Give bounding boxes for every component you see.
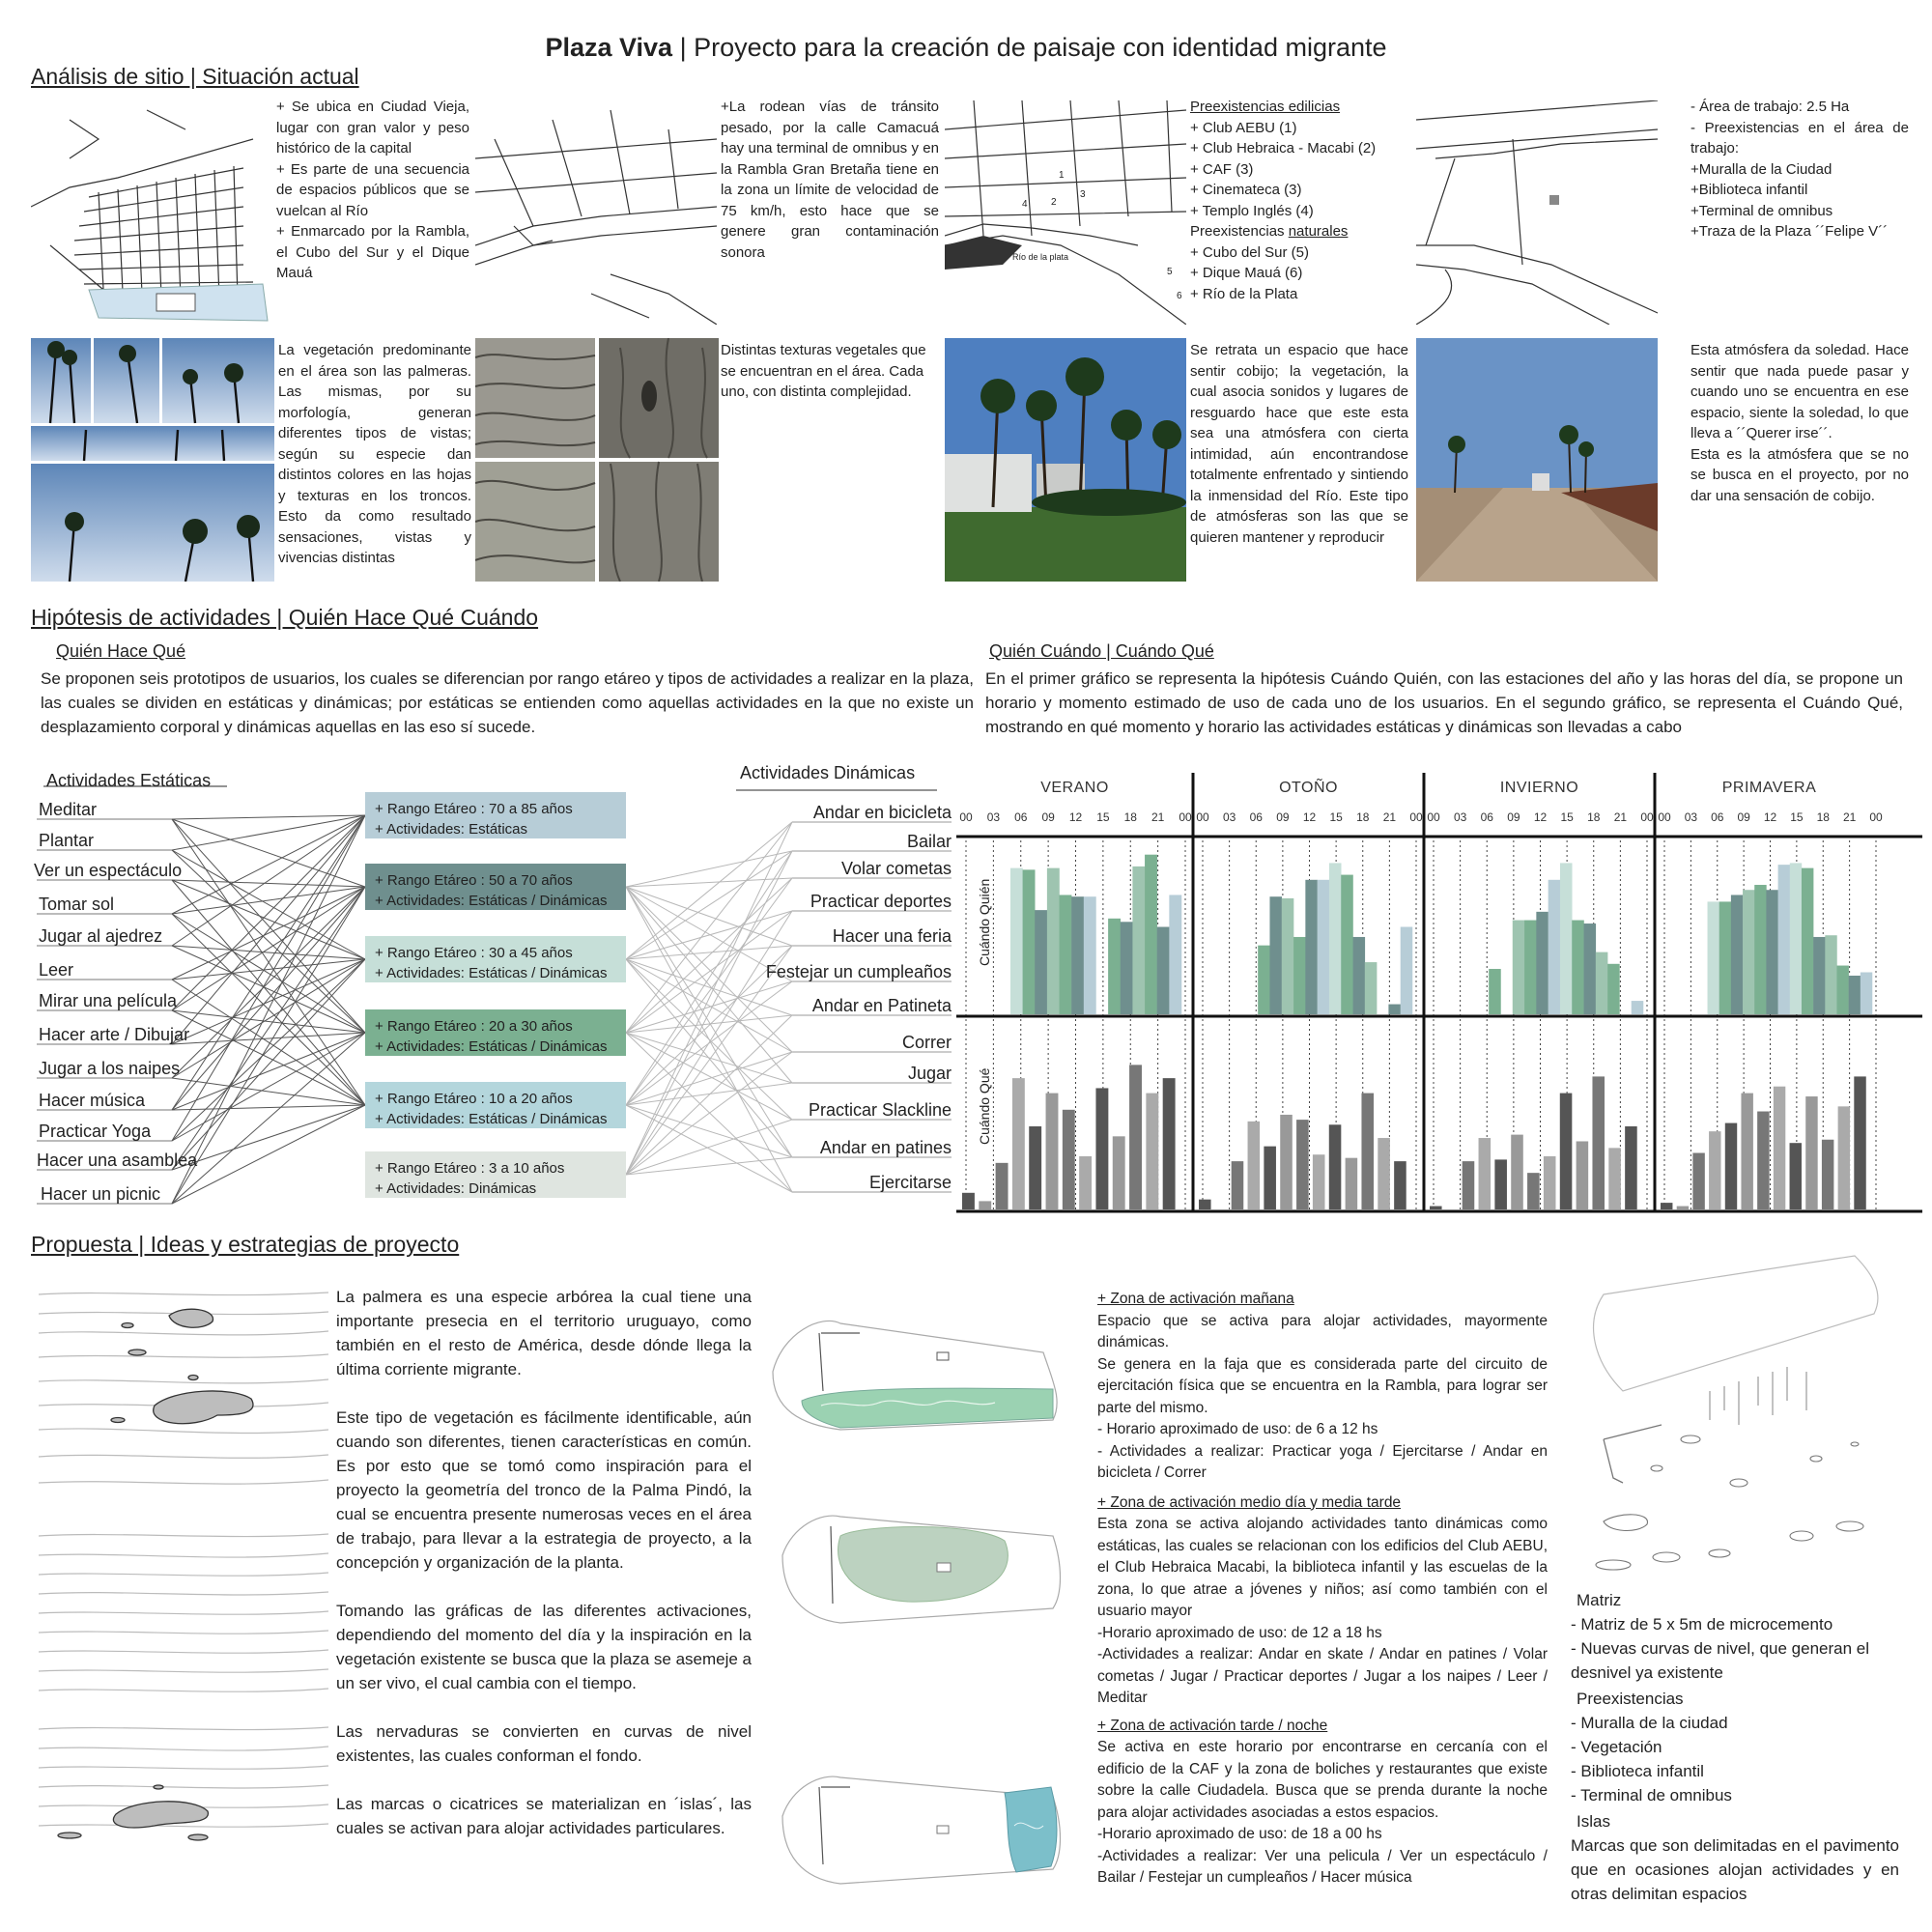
quien-bar	[1584, 923, 1597, 1014]
que-bar	[1163, 1078, 1176, 1209]
connection-line	[172, 946, 365, 1033]
que-bar	[1095, 1088, 1108, 1209]
zone-descriptions: + Zona de activación mañana Espacio que se activa para alojar actividades, mayormente dinámicas. Se genera en la faja que es considerada parte del circuito de ejercitación física que se encuentra en la Rambla, para lograr ser parte del mismo. - Horario aproximado de uso: de 6 a 12 hs - Actividades a realizar: Practicar yoga / Ejercitarse / Andar en bicicleta / Correr + Zona de activación medio día y media tarde Esta zona se activa alojando actividades tanto dinámicas como estáticas, las cuales se relacionan con los edificios del Club AEBU, el Club Hebraica Macabi, la biblioteca infantil y las escuelas de la zona, lo que atrae a jóvenes y niños; así como también con el usuario mayor -Horario aproximado de uso: de 12 a 18 hs -Actividades a realizar: Andar en skate / Andar en patines / Volar cometas / Jugar / Practicar deportes / Jugar a los naipes / Leer / Meditar + Zona de activación tarde / noche Se activa en este horario por encontrarse en cercanía con el edificio de la CAF y la zona de boliches y restaurantes que existe sobre la calle Ciudadela. Busca que se prenda durante la noche para alojar actividades asociadas a estos espacios. -Horario aproximado de uso: de 18 a 00 hs -Actividades a realizar: Ver una pelicula / Ver un espectáculo / Bailar / Festejar un cumpleaños / Hacer música	[1097, 1291, 1548, 1886]
quien-bar	[1708, 901, 1719, 1014]
quien-bar	[1861, 973, 1872, 1015]
svg-text:2: 2	[1051, 197, 1057, 208]
que-bar	[996, 1163, 1009, 1209]
connection-line	[626, 851, 792, 1175]
quien-bar	[1258, 946, 1270, 1014]
quien-bar	[1293, 937, 1306, 1014]
connection-line	[172, 1105, 365, 1170]
connection-line	[626, 1033, 792, 1120]
que-bar	[1822, 1140, 1833, 1209]
season-label: PRIMAVERA	[1721, 780, 1817, 796]
hour-tick: 03	[1453, 810, 1467, 824]
quien-bar	[1607, 964, 1620, 1014]
hour-tick: 21	[1151, 810, 1165, 824]
quien-bar	[1849, 976, 1861, 1014]
que-bar	[1774, 1087, 1785, 1209]
que-bar	[1544, 1156, 1556, 1209]
que-bar	[962, 1193, 975, 1209]
hour-tick: 15	[1329, 810, 1343, 824]
age-range-box	[365, 792, 626, 838]
axonometric-drawing	[1565, 1246, 1893, 1584]
quien-bar	[1536, 912, 1548, 1014]
dynamic-activity-label: Festejar un cumpleaños	[765, 962, 952, 981]
connection-line	[626, 851, 792, 959]
hour-tick: 09	[1041, 810, 1055, 824]
textures-text: Distintas texturas vegetales que se encuentran en el área. Cada uno, con distinta complejidad.	[721, 342, 926, 400]
que-bar	[1494, 1159, 1507, 1209]
static-activity-label: Hacer arte / Dibujar	[39, 1025, 190, 1044]
dynamic-activities-title: Actividades Dinámicas	[740, 763, 916, 782]
quien-bar	[1108, 919, 1121, 1014]
que-bar	[1463, 1161, 1475, 1209]
connection-line	[626, 1105, 792, 1192]
quien-bar	[1084, 896, 1096, 1014]
static-activity-label: Ver un espectáculo	[34, 861, 183, 880]
hour-tick: 00	[959, 810, 973, 824]
hour-tick: 21	[1842, 810, 1857, 824]
activity-type-text: + Actividades: Dinámicas	[375, 1180, 537, 1197]
que-bar	[1790, 1143, 1802, 1209]
quien-bar	[1305, 880, 1318, 1014]
hour-tick: 00	[1640, 810, 1654, 824]
hour-tick: 00	[1869, 810, 1883, 824]
quien-bar	[1035, 910, 1047, 1014]
hour-tick: 00	[1179, 810, 1192, 824]
que-bar	[1296, 1120, 1309, 1209]
quien-bar	[1329, 863, 1342, 1014]
dynamic-activity-label: Jugar	[907, 1064, 952, 1083]
map-label-rio: Río de la plata	[1012, 252, 1069, 262]
hour-tick: 12	[1302, 810, 1317, 824]
connection-line	[172, 959, 365, 1170]
static-activities-title: Actividades Estáticas	[46, 771, 212, 790]
que-bar	[1199, 1200, 1211, 1209]
hour-tick: 06	[1480, 810, 1493, 824]
hour-tick: 18	[1587, 810, 1601, 824]
hour-tick: 21	[1613, 810, 1628, 824]
que-bar	[1063, 1110, 1075, 1209]
hour-tick: 15	[1790, 810, 1804, 824]
que-bar	[1757, 1112, 1769, 1209]
static-activity-label: Hacer música	[39, 1091, 146, 1110]
quien-bar	[1060, 895, 1072, 1014]
age-range-box	[365, 936, 626, 982]
zone-plan-night	[763, 1758, 1082, 1893]
hour-tick: 03	[1222, 810, 1236, 824]
quien-bar	[1548, 880, 1561, 1014]
contour-strategy-drawing	[39, 1285, 328, 1864]
quien-bar	[1743, 890, 1754, 1014]
age-range-text: + Rango Etáreo : 3 a 10 años	[375, 1160, 565, 1177]
que-bar	[1248, 1122, 1261, 1209]
zone-plan-midday	[763, 1497, 1082, 1633]
que-bar	[1692, 1153, 1704, 1209]
legend-text: Matriz - Matriz de 5 x 5m de microcemento - Nuevas curvas de nivel, que generan el desnivel ya existente Preexistencias - Muralla de la ciudad - Vegetación - Biblioteca infantil - Terminal de omnibus Islas Marcas que son delimitadas en el pavimento que en ocasiones alojan actividades y en otras delimitan espacios	[1571, 1591, 1899, 1903]
quien-bar	[1754, 885, 1766, 1014]
que-bar	[1394, 1161, 1406, 1209]
quien-bar	[1318, 880, 1330, 1014]
hour-tick: 00	[1409, 810, 1423, 824]
site-text-2: +La rodean vías de tránsito pesado, por la calle Camacuá hay una terminal de omnibus y en la Rambla Gran Bretaña tiene en la zona un límite de velocidad de 75 km/h, esto hace que se genere gran contaminación sonora	[721, 99, 939, 261]
que-bar	[1029, 1126, 1041, 1209]
age-range-box	[365, 864, 626, 910]
hour-tick: 09	[1737, 810, 1750, 824]
hour-tick: 03	[1684, 810, 1698, 824]
quien-bar	[1401, 927, 1413, 1014]
quien-bar	[1731, 895, 1743, 1014]
static-activity-label: Mirar una película	[39, 991, 178, 1010]
dynamic-activity-label: Andar en Patineta	[811, 996, 952, 1015]
connection-line	[626, 822, 792, 1175]
dynamic-activity-label: Hacer una feria	[832, 926, 952, 946]
section-heading-activities: Hipótesis de actividades | Quién Hace Qué Cuándo	[31, 605, 539, 630]
quien-bar	[1121, 922, 1133, 1014]
static-activity-label: Jugar al ajedrez	[39, 926, 163, 946]
connection-line	[172, 815, 365, 819]
age-range-text: + Rango Etáreo : 50 a 70 años	[375, 872, 573, 889]
photo-sheltered-atmosphere	[945, 338, 1186, 582]
quien-bar	[1169, 895, 1181, 1014]
hour-tick: 00	[1658, 810, 1671, 824]
svg-text:3: 3	[1080, 189, 1086, 200]
que-bar	[1378, 1138, 1390, 1209]
quien-bar	[1145, 855, 1157, 1014]
svg-text:6: 6	[1177, 291, 1182, 301]
ylabel-que: Cuándo Qué	[977, 1067, 992, 1145]
que-bar	[1625, 1126, 1637, 1209]
season-label: INVIERNO	[1499, 780, 1579, 796]
static-activity-label: Plantar	[39, 831, 95, 850]
quien-bar	[1513, 921, 1525, 1014]
hour-tick: 12	[1068, 810, 1083, 824]
connection-line	[626, 1015, 792, 1033]
que-bar	[1479, 1138, 1492, 1209]
quien-bar	[1353, 937, 1366, 1014]
dynamic-activity-label: Ejercitarse	[868, 1173, 952, 1192]
who-when-paragraph: En el primer gráfico se representa la hipótesis Cuándo Quién, con las estaciones del año y las horas del día, se propone un horario y momento estimado de uso de cada uno de los usuarios. En el segundo gráfico, se representa el Cuándo Qué, mostrando en qué momento y horario las actividades estáticas y dinámicas son llevadas a cabo	[985, 669, 1903, 736]
quien-bar	[1632, 1001, 1644, 1014]
quien-bar	[1341, 875, 1353, 1014]
season-label: VERANO	[1040, 780, 1109, 796]
hour-tick: 09	[1276, 810, 1290, 824]
que-bar	[1361, 1094, 1374, 1209]
map-old-city	[31, 100, 272, 325]
que-bar	[979, 1201, 991, 1209]
quien-bar	[1778, 865, 1790, 1014]
que-bar	[1577, 1141, 1589, 1209]
hour-tick: 03	[986, 810, 1001, 824]
static-activity-label: Hacer una asamblea	[37, 1151, 198, 1170]
quien-bar	[1790, 863, 1802, 1014]
que-bar	[1329, 1124, 1342, 1209]
connection-line	[172, 850, 365, 1033]
svg-text:5: 5	[1167, 267, 1173, 277]
que-bar	[1725, 1123, 1737, 1209]
hour-tick: 15	[1096, 810, 1110, 824]
quien-bar	[1719, 901, 1731, 1014]
que-bar	[1280, 1115, 1293, 1209]
que-bar	[1511, 1135, 1523, 1209]
connection-line	[626, 1033, 792, 1192]
age-range-text: + Rango Etáreo : 10 a 20 años	[375, 1091, 573, 1107]
photo-lonely-atmosphere	[1416, 338, 1658, 582]
activity-type-text: + Actividades: Estáticas / Dinámicas	[375, 965, 608, 981]
que-bar	[1346, 1158, 1358, 1209]
vegetation-text: La vegetación predominante en el área son las palmeras. Las mismas, por su morfología, generan diferentes tipos de vistas; según su especie dan distintos colores en las hojas y texturas en los troncos. Esto da como resultado sensaciones, vistas y vivencias distintas	[278, 342, 471, 566]
hour-tick: 18	[1816, 810, 1830, 824]
connection-line	[172, 959, 365, 1078]
quien-bar	[1572, 921, 1584, 1014]
zone-plan-morning	[763, 1304, 1082, 1439]
hour-tick: 18	[1123, 810, 1137, 824]
que-bar	[1146, 1094, 1158, 1209]
svg-text:1: 1	[1059, 170, 1065, 181]
dynamic-activity-label: Correr	[901, 1033, 952, 1052]
section-heading-proposal: Propuesta | Ideas y estrategias de proyecto	[31, 1232, 460, 1257]
que-bar	[1113, 1136, 1125, 1209]
quien-bar	[1524, 921, 1537, 1014]
connection-line	[172, 819, 365, 887]
quien-bar	[1023, 869, 1036, 1014]
static-activity-label: Leer	[39, 960, 74, 980]
activity-type-text: + Actividades: Estáticas / Dinámicas	[375, 1038, 608, 1055]
ylabel-quien: Cuándo Quién	[977, 878, 992, 966]
age-range-text: + Rango Etáreo : 30 a 45 años	[375, 945, 573, 961]
photo-bark-textures	[475, 338, 719, 582]
que-bar	[1560, 1094, 1573, 1209]
dynamic-activity-label: Andar en bicicleta	[812, 803, 952, 822]
map-preexistences	[945, 100, 1186, 325]
que-bar	[1129, 1065, 1142, 1209]
site-text-1: + Se ubica en Ciudad Vieja, lugar con gran valor y peso histórico de la capital + Es parte de una secuencia de espacios públicos que se vuelcan al Río + Enmarcado por la Rambla, el Cubo del Sur y el Dique Mauá	[276, 99, 469, 281]
activity-type-text: + Actividades: Estáticas / Dinámicas	[375, 1111, 608, 1127]
que-bar	[1012, 1078, 1025, 1209]
que-bar	[1838, 1106, 1850, 1209]
site-text-3: Preexistencias edilicias + Club AEBU (1) + Club Hebraica - Macabi (2) + CAF (3) + Cinemateca (3) + Templo Inglés (4) Preexistencias naturales + Cubo del Sur (5) + Dique Mauá (6) + Río de la Plata	[1190, 99, 1377, 302]
quien-bar	[1047, 868, 1060, 1014]
photo-palm-collage	[31, 338, 274, 582]
quien-bar	[1836, 966, 1848, 1014]
static-activity-label: Practicar Yoga	[39, 1122, 152, 1141]
proposal-text: La palmera es una especie arbórea la cual tiene una importante presecia en el territorio uruguayo, como también en el resto de América, desde dónde llega la última corriente migrante. Este tipo de vegetación es fácilmente identificable, aún cuando son diferentes, tienen características en común. Es por esto que se tomó como inspiración para el proyecto la geometría del tronco de la Palma Pindó, la cual se encuentra presente numerosas veces en el área de trabajo, para llevar a la estrategia de proyecto, a la concepción y organización de la planta. Tomando las gráficas de las diferentes activaciones, dependiendo del momento del día y la inspiración en la vegetación existente se busca que la plaza se asemeje a un ser vivo, el cual cambia con el tiempo. Las nervaduras se convierten en curvas de nivel existentes, las cuales conforman el fondo. Las marcas o cicatrices se materializan en ´islas´, las cuales se activan para alojar actividades particulares.	[336, 1288, 752, 1837]
static-activity-label: Tomar sol	[39, 895, 115, 914]
connection-line	[172, 1010, 365, 1033]
quien-bar	[1813, 937, 1825, 1014]
connection-line	[626, 851, 792, 887]
quien-bar	[1596, 952, 1608, 1014]
connection-line	[172, 1105, 365, 1204]
quien-bar	[1071, 896, 1084, 1014]
map-traffic	[475, 100, 717, 325]
hour-tick: 21	[1382, 810, 1397, 824]
quien-bar	[1766, 890, 1777, 1014]
que-bar	[1608, 1148, 1621, 1209]
que-bar	[1661, 1203, 1672, 1209]
quien-bar	[1825, 935, 1836, 1014]
hour-tick: 09	[1507, 810, 1520, 824]
dynamic-activity-label: Practicar Slackline	[808, 1100, 952, 1120]
quien-bar	[1560, 863, 1573, 1014]
age-range-text: + Rango Etáreo : 20 a 30 años	[375, 1018, 573, 1035]
dynamic-activity-label: Andar en patines	[819, 1138, 952, 1157]
section-heading-site: Análisis de sitio | Situación actual	[31, 64, 359, 89]
static-activity-label: Jugar a los naipes	[39, 1059, 181, 1078]
que-bar	[1527, 1173, 1540, 1209]
subheading-who-when: Quién Cuándo | Cuándo Qué	[989, 641, 1214, 661]
solitude-text: Esta atmósfera da soledad. Hace sentir que nada puede pasar y cuando uno se encuentra en ese espacio, siente la soledad, lo que lleva a ´´Querer irse´´. Esta es la atmósfera que se no se busca en el proyecto, por no dar una sensación de cobijo.	[1690, 342, 1909, 504]
hour-tick: 18	[1356, 810, 1370, 824]
que-bar	[1741, 1094, 1752, 1209]
que-bar	[1592, 1076, 1605, 1209]
svg-text:4: 4	[1022, 199, 1028, 210]
quien-bar	[1388, 1005, 1401, 1014]
shelter-text: Se retrata un espacio que hace sentir cobijo; la vegetación, la cual asocia sonidos y lugares de resguardo hace que este esta sea una atmósfera con cierta intimidad, aún encontrandose totalmente enfrentado y sintiendo la inmensidad del Río. Este tipo de atmósferas son las que se quieren mantener y reproducir	[1190, 342, 1408, 546]
quien-bar	[1365, 962, 1378, 1014]
que-bar	[1709, 1131, 1720, 1209]
static-activity-label: Meditar	[39, 800, 98, 819]
quien-bar	[1157, 927, 1170, 1014]
usage-charts	[956, 773, 1922, 1227]
hour-tick: 12	[1763, 810, 1777, 824]
page-title: Plaza Viva | Proyecto para la creación de paisaje con identidad migrante	[545, 33, 1387, 62]
connection-line	[172, 914, 365, 1033]
site-text-4: - Área de trabajo: 2.5 Ha - Preexistencias en el área de trabajo: +Muralla de la Ciudad +Biblioteca infantil +Terminal de omnibus +Traza de la Plaza ´´Felipe V´´	[1690, 99, 1909, 240]
connection-line	[626, 822, 792, 959]
hour-tick: 15	[1560, 810, 1574, 824]
que-bar	[1264, 1147, 1276, 1209]
que-bar	[1313, 1154, 1325, 1209]
activity-type-text: + Actividades: Estáticas / Dinámicas	[375, 893, 608, 909]
dynamic-activity-label: Volar cometas	[840, 859, 952, 878]
que-bar	[1677, 1207, 1689, 1209]
quien-bar	[1010, 868, 1023, 1014]
season-label: OTOÑO	[1279, 780, 1338, 796]
dynamic-activity-label: Bailar	[906, 832, 952, 851]
que-bar	[1232, 1161, 1244, 1209]
connection-line	[172, 959, 365, 1044]
static-activity-label: Hacer un picnic	[41, 1184, 161, 1204]
que-bar	[1430, 1207, 1442, 1209]
map-work-area	[1416, 100, 1658, 325]
hour-tick: 06	[1711, 810, 1724, 824]
quien-bar	[1802, 868, 1813, 1014]
hour-tick: 06	[1249, 810, 1263, 824]
que-bar	[1854, 1076, 1865, 1209]
hour-tick: 00	[1427, 810, 1440, 824]
que-bar	[1079, 1156, 1092, 1209]
hour-tick: 00	[1196, 810, 1209, 824]
subheading-who-what: Quién Hace Qué	[56, 641, 186, 661]
quien-bar	[1269, 896, 1282, 1014]
quien-bar	[1132, 867, 1145, 1014]
hour-tick: 06	[1014, 810, 1028, 824]
activity-type-text: + Actividades: Estáticas	[375, 821, 527, 838]
dynamic-activity-label: Practicar deportes	[810, 892, 952, 911]
age-range-text: + Rango Etáreo : 70 a 85 años	[375, 801, 573, 817]
que-bar	[1805, 1096, 1817, 1209]
que-bar	[1046, 1094, 1059, 1209]
hour-tick: 12	[1533, 810, 1548, 824]
connection-line	[172, 1105, 365, 1110]
age-range-box	[365, 1151, 626, 1198]
quien-bar	[1489, 969, 1501, 1014]
connection-line	[626, 878, 792, 887]
who-what-paragraph: Se proponen seis prototipos de usuarios, los cuales se diferencian por rango etáreo y tipos de actividades a realizar en la plaza, las cuales se dividen en estáticas y dinámicas; por estáticas se entienden como aquellas actividades en la que no existe un desplazamiento corporal y dinámicas aquellas en las eso sí sucede.	[41, 669, 974, 736]
quien-bar	[1282, 898, 1294, 1014]
age-range-box	[365, 1082, 626, 1128]
connection-line	[172, 887, 365, 1204]
age-range-box	[365, 1009, 626, 1056]
